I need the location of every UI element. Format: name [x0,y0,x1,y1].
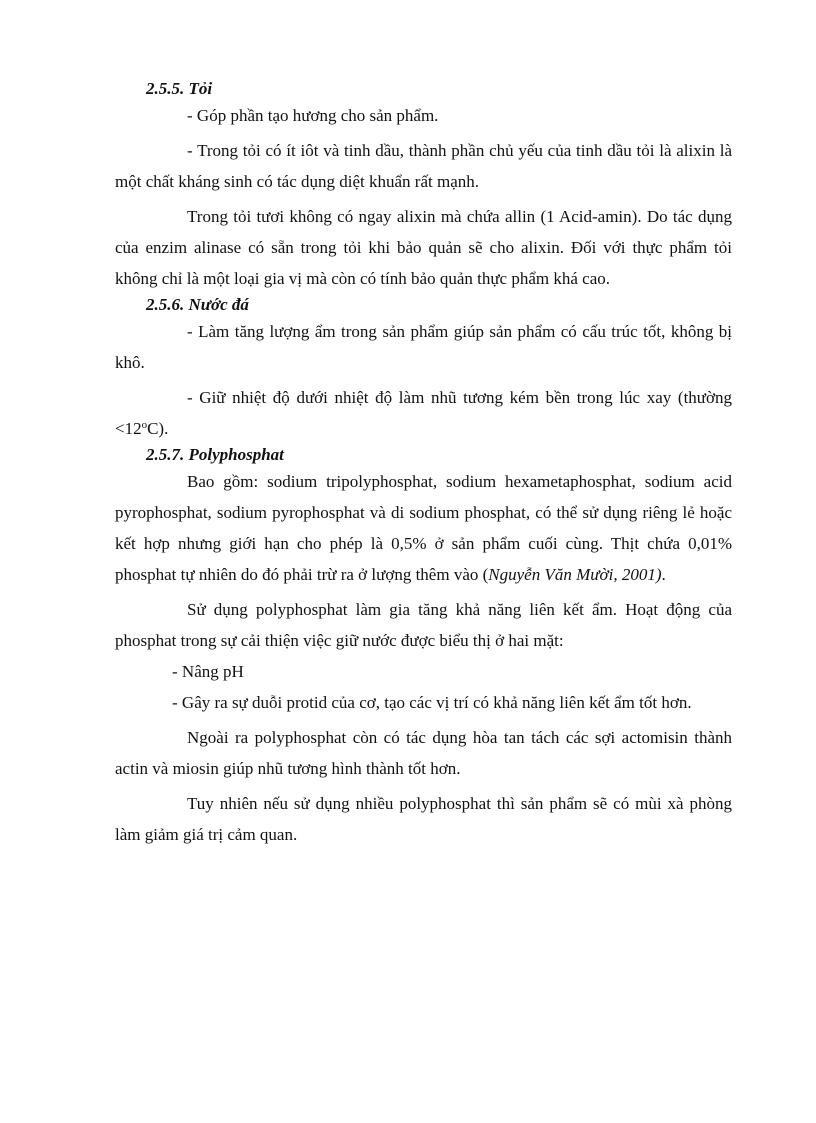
body-paragraph: Ngoài ra polyphosphat còn có tác dụng hòa tan tách các sợi actomisin thành actin và miosin giúp nhũ tương hình thành tốt hơn. [115,728,732,778]
page-content [115,78,732,850]
body-paragraph [115,466,732,590]
section-heading-toi: 2.5.5. Tỏi [146,79,213,98]
body-paragraph: Trong tỏi tươi không có ngay alixin mà chứa allin (1 Acid-amin). Do tác dụng của enzim alinase có sẵn trong tỏi khi bảo quản sẽ cho alixin. Đối với thực phẩm tỏi không chỉ là một loại gia vị mà còn có tính bảo quản thực phẩm khá cao. [115,207,732,288]
dash-list [115,656,732,718]
paragraph-end: . [661,565,666,584]
section-heading-nuoc-da: 2.5.6. Nước đá [146,295,249,314]
list-item: - Nâng pH [172,662,244,681]
body-paragraph: Sử dụng polyphosphat làm gia tăng khả năng liên kết ẩm. Hoạt động của phosphat trong sự cải thiện việc giữ nước được biểu thị ở hai mặt: [115,600,732,650]
bullet-paragraph: - Góp phần tạo hương cho sản phẩm. [187,106,439,125]
body-paragraph: Tuy nhiên nếu sử dụng nhiều polyphosphat thì sản phẩm sẽ có mùi xà phòng làm giảm giá trị cảm quan. [115,794,732,844]
bullet-paragraph: - Trong tỏi có ít iôt và tinh dầu, thành phần chủ yếu của tinh dầu tỏi là alixin là một chất kháng sinh có tác dụng diệt khuẩn rất mạnh. [115,141,732,191]
citation: Nguyễn Văn Mười, 2001) [488,565,662,584]
bullet-paragraph: - Làm tăng lượng ẩm trong sản phẩm giúp sản phẩm có cấu trúc tốt, không bị khô. [115,322,732,372]
section-heading-polyphosphat: 2.5.7. Polyphosphat [146,445,284,464]
list-item: - Gây ra sự duỗi protid của cơ, tạo các vị trí có khả năng liên kết ẩm tốt hơn. [172,693,692,712]
bullet-text: - Giữ nhiệt độ dưới nhiệt độ làm nhũ tương kém bền trong lúc xay (thường <12 [115,388,732,438]
paragraph-text: Bao gồm: sodium tripolyphosphat, sodium hexametaphosphat, sodium acid pyrophosphat, sodium pyrophosphat và di sodium phosphat, có thể sử dụng riêng lẻ hoặc kết hợp nhưng giới hạn cho phép là 0,5% ở sản phẩm cuối cùng. Thịt chứa 0,01% phosphat tự nhiên do đó phải trừ ra ở lượng thêm vào ( [115,472,732,584]
degree-superscript: o [141,419,148,431]
bullet-text-end: C). [147,419,169,438]
bullet-paragraph [115,382,732,444]
